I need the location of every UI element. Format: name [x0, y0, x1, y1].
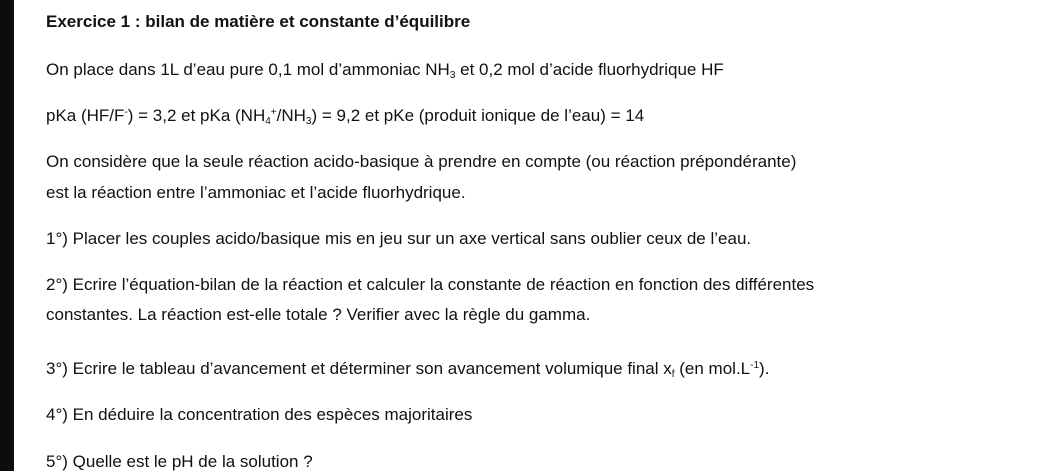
intro-text-2: et 0,2 mol d’acide fluorhydrique HF — [455, 60, 724, 79]
pka-text-2: ) = 3,2 et pKa (NH — [127, 106, 266, 125]
intro-text-1: On place dans 1L d’eau pure 0,1 mol d’ammoniac NH — [46, 60, 450, 79]
pka-text-3: /NH — [276, 106, 306, 125]
question-2-line-2: constantes. La réaction est-elle totale ? Verifier avec la règle du gamma. — [46, 305, 591, 324]
exercise-title: Exercice 1 : bilan de matière et constante d’équilibre — [46, 12, 471, 31]
pka-sub-3: 3 — [305, 116, 312, 127]
pka-sup-plus: + — [270, 107, 277, 118]
q3-text-3: ). — [759, 359, 770, 378]
q3-text-1: 3°) Ecrire le tableau d’avancement et déterminer son avancement volumique final x — [46, 359, 672, 378]
assumption-line-1: On considère que la seule réaction acido-basique à prendre en compte (ou réaction prépondérante) — [46, 152, 797, 171]
intro-paragraph — [46, 59, 724, 81]
intro-subscript: 3 — [449, 70, 456, 81]
pka-values-line — [46, 105, 644, 127]
question-4: 4°) En déduire la concentration des espèces majoritaires — [46, 405, 473, 424]
q3-sup-minus-one: -1 — [750, 360, 760, 371]
question-5: 5°) Quelle est le pH de la solution ? — [46, 452, 313, 471]
q3-text-2: (en mol.L — [674, 359, 751, 378]
pka-text-4: ) = 9,2 et pKe (produit ionique de l’eau) = 14 — [311, 106, 645, 125]
q3-sub-f: f — [671, 369, 675, 380]
assumption-line-2: est la réaction entre l’ammoniac et l’acide fluorhydrique. — [46, 183, 466, 202]
question-2-line-1: 2°) Ecrire l’équation-bilan de la réaction et calculer la constante de réaction en fonction des différentes — [46, 275, 815, 294]
question-1: 1°) Placer les couples acido/basique mis en jeu sur un axe vertical sans oublier ceux de l’eau. — [46, 229, 752, 248]
question-3 — [46, 358, 769, 380]
pka-sup-minus: - — [124, 107, 128, 118]
pka-text-1: pKa (HF/F — [46, 106, 125, 125]
pka-sub-4: 4 — [265, 116, 271, 127]
